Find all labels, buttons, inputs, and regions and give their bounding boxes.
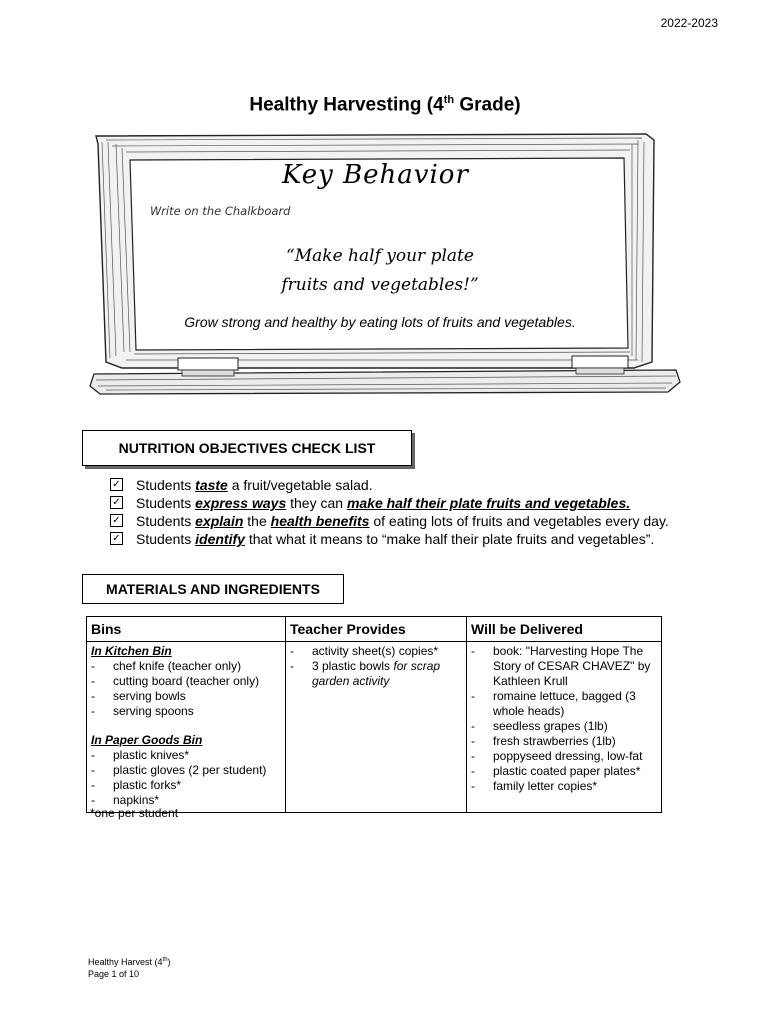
column-header-bins: Bins (87, 617, 286, 642)
checklist-item: ✓ Students express ways they can make half their plate fruits and vegetables. (110, 494, 690, 512)
list-item: - romaine lettuce, bagged (3 whole heads) (471, 689, 657, 719)
page-footer (88, 954, 171, 980)
materials-table (86, 616, 662, 813)
list-item: - 3 plastic bowls for scrap garden activity (290, 659, 462, 689)
nutrition-objectives-heading: NUTRITION OBJECTIVES CHECK LIST (82, 430, 412, 466)
table-row (87, 642, 662, 813)
school-year: 2022-2023 (660, 16, 718, 30)
list-item: - fresh strawberries (1lb) (471, 734, 657, 749)
list-item: - serving spoons (91, 704, 281, 719)
objectives-checklist (110, 476, 690, 548)
list-item: - cutting board (teacher only) (91, 674, 281, 689)
chalkboard-quote (200, 242, 560, 300)
quote-line-2: fruits and vegetables!” (281, 275, 479, 295)
list-item: - chef knife (teacher only) (91, 659, 281, 674)
checkbox-icon: ✓ (110, 514, 123, 527)
key-behavior-heading: Key Behavior (282, 160, 469, 190)
list-item: - plastic forks* (91, 778, 281, 793)
column-header-teacher: Teacher Provides (286, 617, 467, 642)
materials-heading: MATERIALS AND INGREDIENTS (82, 574, 344, 604)
bins-cell (87, 642, 286, 813)
footnote: *one per student (90, 806, 179, 820)
list-item: - plastic knives* (91, 748, 281, 763)
checklist-item: ✓ Students taste a fruit/vegetable salad. (110, 476, 690, 494)
checkbox-icon: ✓ (110, 478, 123, 491)
list-item: - plastic gloves (2 per student) (91, 763, 281, 778)
list-item: - book: "Harvesting Hope The Story of CESAR CHAVEZ" by Kathleen Krull (471, 644, 657, 689)
checklist-item: ✓ Students identify that what it means to “make half their plate fruits and vegetables”. (110, 530, 690, 548)
table-header-row (87, 617, 662, 642)
footer-title: Healthy Harvest (4th) (88, 957, 171, 967)
list-item: - activity sheet(s) copies* (290, 644, 462, 659)
checkbox-icon: ✓ (110, 496, 123, 509)
checklist-item: ✓ Students explain the health benefits of eating lots of fruits and vegetables every day. (110, 512, 690, 530)
page-number: Page 1 of 10 (88, 969, 140, 979)
checkbox-icon: ✓ (110, 532, 123, 545)
kitchen-bin-label: In Kitchen Bin (91, 644, 172, 658)
will-be-delivered-cell (467, 642, 662, 813)
list-item: - family letter copies* (471, 779, 657, 794)
list-item: - plastic coated paper plates* (471, 764, 657, 779)
list-item: - napkins* (91, 793, 281, 808)
list-item: - poppyseed dressing, low-fat (471, 749, 657, 764)
page-title: Healthy Harvesting (4th Grade) (249, 94, 521, 116)
list-item: - seedless grapes (1lb) (471, 719, 657, 734)
chalkboard-instruction: Write on the Chalkboard (150, 204, 291, 218)
teacher-provides-cell (286, 642, 467, 813)
list-item: - serving bowls (91, 689, 281, 704)
chalkboard-subtitle: Grow strong and healthy by eating lots of fruits and vegetables. (184, 314, 576, 330)
column-header-delivered: Will be Delivered (467, 617, 662, 642)
paper-goods-bin-label: In Paper Goods Bin (91, 733, 203, 747)
quote-line-1: “Make half your plate (286, 246, 474, 266)
